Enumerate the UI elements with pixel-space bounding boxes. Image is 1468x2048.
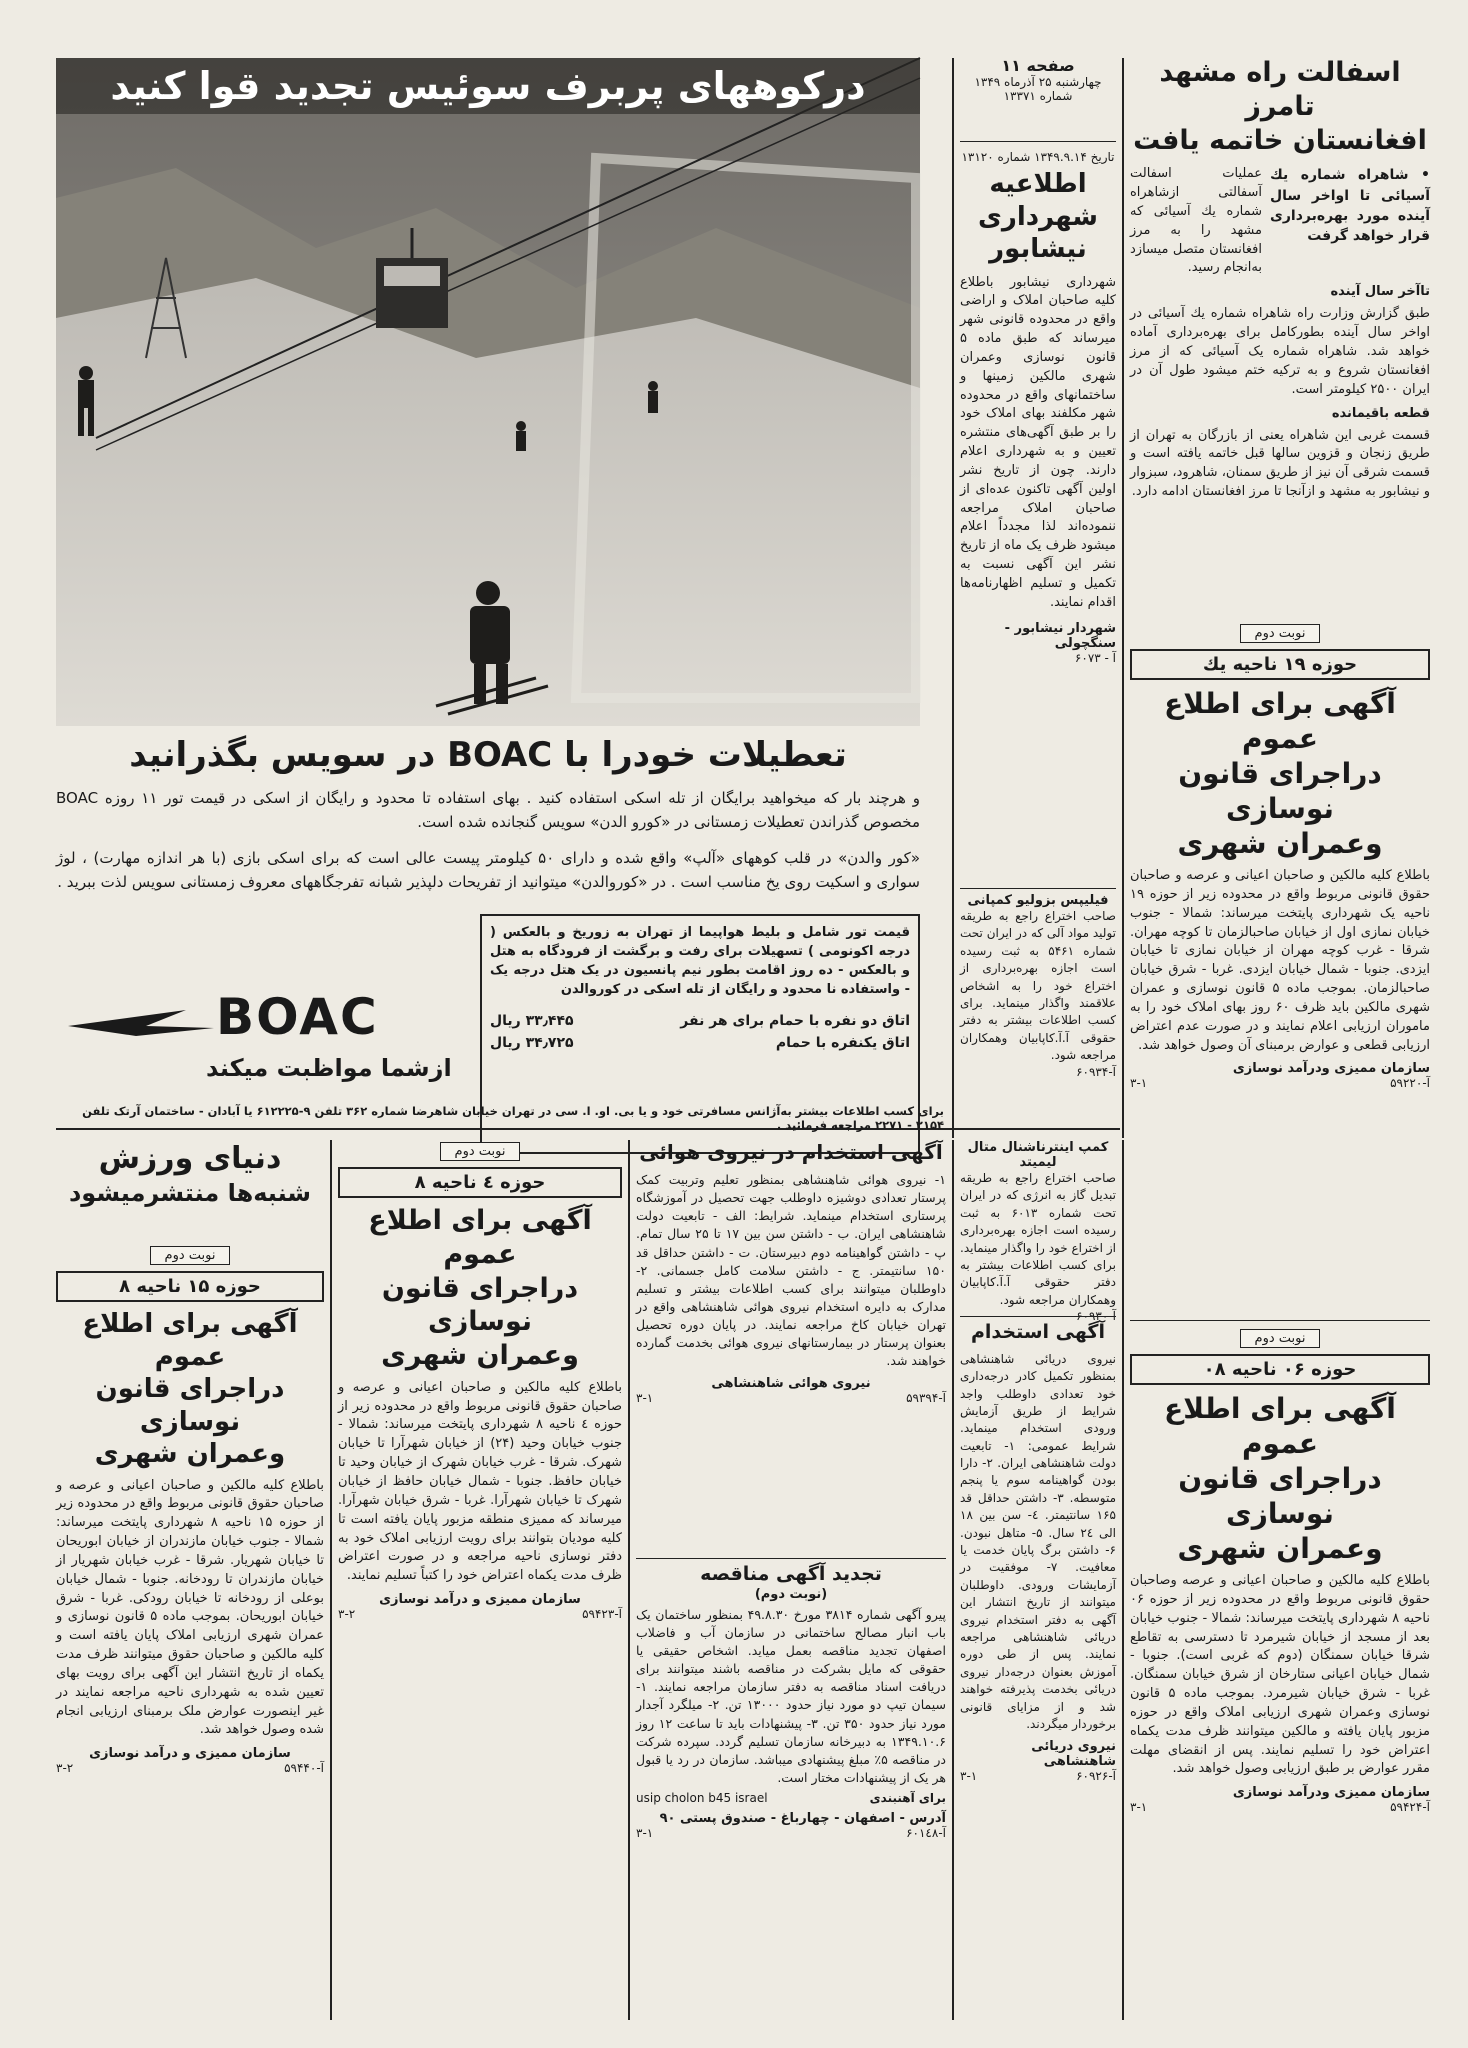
notice-signature: سازمان ممیزی ودرآمد نوسازی [1232,1061,1430,1077]
notice-signature: نیروی هوائی شاهنشاهی [711,1376,871,1392]
notice-code: آ-۶۰۹۲۶ [1076,1769,1116,1784]
notice-code: آ-۵۹۲۲۰ [1390,1076,1430,1091]
zone-label: حوزه ٤ ناحیه ۸ [338,1167,622,1198]
item-label: برای آهنبندی [869,1791,946,1805]
notice-code: آ-۵۹۴۲۴ [1390,1800,1430,1815]
notice-title: اطلاعیه [989,169,1087,199]
notice-body: باطلاع کلیه مالکین و صاحبان اعیانی و عرصه و صاحبان حقوق قانونی مربوط واقع در محدوده زیر از حوزه ۱۹ ناحیه یک شهرداری پایتخت میرساند: شمالا - جنوب خیابان نمازی اول از خیابان صاحبالزمان تا کوچه مهران. شرقا - غرب کوچه مهران از خیابان نمازی تا خیابان ایزدی. جنوبا - شمال خیابان ایزدی. غربا - شرق خیابان صاحبالزمان. بموجب ماده ۵ قانون نوسازی و عمران شهری مالکین باید ظرف ۶۰ روز بهای املاک خود را به ماموران ارزیابی اعلام نمایند و در صورت عدم اعتراض ارزیابی قطعی و عوارض برمبنای آن وصول خواهد شد. [1130,868,1431,1053]
article-paragraph: عملیات اسفالت آسفالتی ازشاهراه شماره یك آسیائی که مشهد را به مرز افغانستان متصل میسازد به‌انجام رسید. [1130,166,1262,276]
patent-code: آ-۶۰۹۳۰ [1076,1309,1116,1324]
notice-title: وعمران شهری [381,1340,579,1371]
page-code: ۳-۲ [338,1607,356,1622]
price-value: ۳۴٫۷۲۵ ریال [490,1035,574,1052]
column-rule [1122,58,1124,1138]
zone-label: حوزه ۰۶ ناحیه ۰۸ [1130,1354,1430,1385]
zone-label: حوزه ۱۵ ناحیه ۸ [56,1271,324,1302]
notice-signature: سازمان ممیزی ودرآمد نوسازی [1232,1785,1430,1801]
notice-title: وعمران شهری [1177,1532,1383,1565]
notice-title: آگهی استخدام در نیروی هوائی [639,1140,943,1164]
ad-body: «کور والدن» در قلب کوههای «آلپ» واقع شده و دارای ۵۰ کیلومتر پیست عالی است که برای اسکی بازی (با هر اندازه مهارت) ، لوژ سواری و اسکیت روی یخ مناسب است . در «کوروالدن» میتوانید از تفریحات دلپذیر شبانه تفرجگاههای معروف زمستانی سویس لذت ببرید . [56,849,920,891]
zone06-notice [1130,1320,1430,2020]
column-rule [628,1140,630,2020]
round-tag: نوبت دوم [440,1142,521,1161]
column-rule [952,1140,954,2020]
article-subhead: قطعه باقیمانده [1331,405,1430,421]
asphalt-article [1130,56,1430,616]
page-code: ۳-۱ [636,1391,654,1406]
patent-notice [960,1140,1116,1324]
nishabur-notice [960,150,1116,880]
notice-title: وعمران شهری [1177,827,1383,860]
page-number: صفحه ۱۱ [1001,56,1075,75]
ski-photo [56,58,920,726]
notice-code: آ-۵۹۳۹۴ [906,1391,946,1406]
notice-reference: تاریخ ۱۳۴۹.۹.۱۴ شماره ۱۳۱۲۰ [961,150,1115,164]
patent-body: صاحب اختراع راجع به طریقه تبدیل گاز به انرژی که در ایران تحت شماره ۶۰۱۳ به ثبت رسیده است اجازه بهره‌برداری از اختراع خود را واگذار مینماید. برای کسب اطلاعات بیشتر به دفتر حقوقی آ.آ.کاپابیان وهمکاران مراجعه شود. [960,1171,1116,1307]
article-lead: • شاهراه شماره یك آسیائی تا اواخر سال آینده مورد بهره‌برداری قرار خواهد گرفت [1270,167,1430,245]
notice-title: آگهی برای اطلاع عموم [368,1205,592,1270]
notice-code: آ - ۶۰۷۳ [1074,650,1116,665]
notice-title: آگهی برای اطلاع عموم [1164,1392,1396,1460]
boac-logo [56,988,456,1108]
notice-signature: شهردار نیشابور - سنگچولی [1004,620,1116,651]
page-date: چهارشنبه ۲۵ آذرماه ۱۳۴۹ [974,75,1102,89]
item-value: usip cholon b45 israel [636,1791,768,1805]
ad-subheadline: تعطیلات خودرا با BOAC در سویس بگذرانید [129,735,847,775]
notice-body: شهرداری نیشابور باطلاع کلیه صاحبان املاک و اراضی واقع در محدوده قانونی شهر میرساند که طبق ماده ۵ قانون نوسازی وعمران شهری مالکین زمینها و ساختمانهای واقع در محدوده شهر مکلفند بهای املاک خود را بر طبق آگهی‌های منتشره تعیین و به شهرداری اعلام دارند. چون از تاریخ نشر اولین آگهی تاکنون عده‌ای از صاحبان املاک مراجعه ننموده‌اند لذا مجدداً اعلام میشود ظرف یک ماه از تاریخ نشر این آگهی نسبت به تکمیل و تسلیم اظهارنامه‌ها اقدام نمایند. [960,274,1116,610]
tender-notice [636,1558,946,2020]
notice-body: باطلاع کلیه مالکین و صاحبان اعیانی و عرصه و صاحبان حقوق قانونی مربوط واقع در محدوده زیر از حوزه ٤ ناحیه ۸ شهرداری پایتخت میرساند: شمالا - جنوب خیابان وحید (۲۴) از خیابان شهرآرا تا خیابان شهرک. شرقا - غرب خیابان شهرک از خیابان وحید تا خیابان حافظ. جنوبا - شمال خیابان حافظ از خیابان شهرک تا خیابان شهرآرا. غربا - شرق خیابان شهرآرا. میرساند که ممیزی منطقه مزبور پایان یافته است تا کلیه مودیان بتوانند برای رویت ارزیابی املاک خود به دفتر نوسازی ناحیه مراجعه و در صورت اعتراض ظرف مدت یکماه اعتراض خود را کتباً تسلیم نمایند. [338,1379,622,1584]
round-tag: نوبت دوم [150,1246,231,1265]
column-rule [1122,1140,1124,2020]
page-code: ۳-۱ [1130,1800,1148,1815]
notice-title: آگهی استخدام [970,1321,1105,1343]
notice-signature: سازمان ممیزی و درآمد نوسازی [89,1746,291,1762]
notice-title: دراجرای قانون نوسازی [381,1272,579,1338]
patent-code: آ-۶۰۹۳۴ [1076,1064,1116,1079]
column-rule [330,1140,332,2020]
ad-slogan: ازشما مواظبت میکند [206,1054,452,1082]
notice-title: شهرداری [978,201,1098,232]
price-label: اتاق یکنفره با حمام [775,1035,910,1052]
notice-title: نیشابور [989,234,1087,264]
navy-notice [960,1316,1116,2020]
ad-footer: برای کسب اطلاعات بیشتر به‌آژانس مسافرتی خود و یا بی. او. ا. سی در تهران خیابان شاهرضا شماره ۳۶۲ تلفن ۹-۶۱۲۲۲۵ یا آبادان - ساختمان آرتک تلفن ۲۱۵۴ - ۲۲۷۱ مراجعه فرمائید . [82,1104,944,1132]
zone4-notice [338,1140,622,2020]
page-code: ۳-۱ [636,1826,654,1840]
notice-title: آگهی برای اطلاع عموم [1164,687,1396,755]
zone-label: حوزه ۱۹ ناحیه یك [1130,649,1430,680]
notice-signature: سازمان ممیزی و درآمد نوسازی [379,1592,581,1608]
notice-title: آگهی برای اطلاع عموم [82,1309,298,1372]
logo-text: BOAC [216,988,379,1046]
price-description: قیمت تور شامل و بلیط هواپیما از تهران به زوریخ و بالعکس ( درجه اکونومی ) تسهیلات برای رفت و برگشت از فرودگاه به هتل و بالعکس - ده روز اقامت بطور نیم پانسیون در یک هتل درجه یک - واستفاده نا محدود و رایگان از تله اسکی در کوروالدن [490,925,910,997]
article-title: اسفالت راه مشهد تامرز [1159,57,1401,122]
patent-notice [960,888,1116,1088]
notice-address: آدرس - اصفهان - چهارباغ - صندوق پستی ۹۰ [659,1811,946,1826]
boac-ad [56,58,944,1132]
notice-signature: نیروی دریائی شاهنشاهی [1031,1739,1116,1770]
round-tag: نوبت دوم [1240,624,1321,643]
ad-body: و هرچند بار که میخواهید برایگان از تله اسکی استفاده کنید . بهای استفاده تا محدود و رایگان از اسکی در قیمت تور ۱۱ روزه BOAC مخصوص گذراندن تعطیلات زمستانی در «کورو الدن» سویس گنجانده شده است. [56,789,920,831]
sports-column [56,1140,324,1240]
article-paragraph: قسمت غربی این شاهراه یعنی از بازرگان به تهران از طریق زنجان و قزوین سالها قبل خاتمه یافته است و قسمت شرقی آن نیز از طریق سمنان، شاهرود، سبزوار و نیشابور به مشهد و ازآنجا تا مرز افغانستان ادامه دارد. [1130,427,1430,500]
airforce-notice [636,1140,946,1550]
sports-subtitle: شنبه‌ها منتشرمیشود [68,1178,311,1207]
issue-number: شماره ۱۳۳۷۱ [1003,89,1073,103]
notice-round: (نوبت دوم) [754,1586,828,1602]
patent-title: کمپ اینترناشنال متال لیمیتد [967,1140,1109,1170]
notice-title: دراجرای قانون نوسازی [1178,1462,1382,1530]
zone19-notice [1130,622,1430,1312]
page-code: ۳-۱ [1130,1076,1148,1091]
notice-body: ۱- نیروی هوائی شاهنشاهی بمنظور تعلیم وتربیت کمک پرستار تعدادی دوشیزه داوطلب جهت تحصیل در آموزشگاه پرستاری استخدام مینماید. شرایط: الف - تابعیت دولت شاهنشاهی ایران. ب - داشتن سن بین ۱۷ تا ۲۵ سال تمام. پ - داشتن گواهینامه دوم دبیرستان. ت - داشتن حداقل قد ۱۵۰ سانتیمتر. ج - داشتن سلامت کامل جسمانی. ۲- داوطلبان میتوانند برای کسب اطلاعات بیشتر و تسلیم مدارک به دایره استخدام نیروی هوائی شاهنشاهی واقع در تهران خیابان کاخ مراجعه نمایند. در پایان دوره تحصیل بعنوان پرستار در بیمارستانهای نیروی هوائی بخدمت گمارده خواهند شد. [636,1172,946,1369]
notice-body: باطلاع کلیه مالکین و صاحبان اعیانی و عرصه و صاحبان حقوق قانونی مربوط واقع در محدوده زیر از حوزه ۱۵ ناحیه ۸ شهرداری پایتخت میرساند: شمالا - جنوب خیابان مازندران از خیابان ابوریحان تا خیابان شهریار. شرقا - غرب خیابان شهریار از خیابان مازندران تا رودخانه. جنوبا - شمال خیابان بوعلی از رودخانه تا خیابان رودکی. غربا - شرق خیابان ابوریحان. بموجب ماده ۵ قانون نوسازی و عمران شهری ارزیابی املاک پایان یافته است و کلیه مالکین و صاحبان حقوق میتوانند ظرف مدت یکماه از تاریخ انتشار این آگهی برای رویت بهای تعیین شده به شهرداری ناحیه مراجعه نمایند در غیر اینصورت عوارض ملک برمبنای ارزیابی انجام شده وصول خواهد شد. [56,1477,325,1738]
price-label: اتاق دو نفره با حمام برای هر نفر [680,1013,910,1030]
notice-title: دراجرای قانون نوسازی [95,1374,285,1437]
price-value: ۳۳٫۴۴۵ ریال [490,1013,574,1030]
ski-scene-image [56,58,920,726]
patent-title: فیلیپس بزولیو کمپانی [967,893,1109,908]
ad-headline: درکوههای پربرف سوئیس تجدید قوا کنید [56,58,920,114]
column-rule [952,58,954,1138]
zone15-notice [56,1244,324,2020]
notice-body: باطلاع کلیه مالکین و صاحبان اعیانی و عرصه وصاحبان حقوق قانونی مربوط واقع در محدوده زیر از حوزه ۰۶ ناحیه ۸ شهرداری پایتخت میرساند: شمالا - جنوب خیابان بعد از مسجد از خیابان شیرمرد تا دسترسی به تقاطع شرقا خیابان سمنگان (دوم که غربی است). جنوبا - شمال خیابان اعیانی ستارخان از شرق خیابان سمنگان. غربا - شرق خیابان شیرمرد. بموجب ماده ۵ قانون نوسازی وعمران شهری ارزیابی املاک واقع در حوزه مزبور پایان یافته و مالکین میتوانند ظرف مدت یکماه اعتراض خود را تسلیم نمایند. پس از انقضای مهلت مقرر عوارض بر طبق ارزیابی وصول خواهد شد. [1130,1573,1430,1777]
notice-body: پیرو آگهی شماره ۳۸۱۴ مورخ ۴۹.۸.۳۰ بمنظور ساختمان یک باب انبار مصالح ساختمانی در سازمان آب و فاضلاب اصفهان تجدید مناقصه بعمل میاید. اشخاص حقیقی یا حقوقی که مایل بشرکت در مناقصه باشند میتوانند برای دریافت اسناد مناقصه به دفتر سازمان مراجعه نمایند. ۱- سیمان تیپ دو مورد نیاز حدود ۱۳۰۰۰ تن. ۲- میلگرد آجدار مورد نیاز حدود ۳۵۰ تن. ۳- پیشنهادات باید تا ساعت ۱۲ روز ۱۳۴۹.۱۰.۶ به دبیرخانه سازمان تسلیم گردد. سپرده شرکت در مناقصه ۵٪ مبلغ پیشنهادی میباشد. سازمان در رد یا قبول هر یک از پیشنهادات مختار است. [636,1606,947,1785]
sports-title: دنیای ورزش [98,1141,282,1176]
page-code: ۳-۱ [960,1769,978,1784]
page-header [960,56,1116,142]
article-paragraph: طبق گزارش وزارت راه شاهراه شماره یك آسیائی در اواخر سال آینده بطورکامل برای بهره‌برداری آماده خواهد شد. شاهراه شماره یک آسیائی که از مرز افغانستان شروع و به ترکیه ختم میشود طول آن در ایران ۲۵۰۰ کیلومتر است. [1130,306,1430,397]
notice-code: آ-۵۹۴۲۳ [582,1607,622,1622]
round-tag: نوبت دوم [1240,1329,1321,1348]
article-title: افغانستان خاتمه یافت [1133,124,1427,156]
patent-body: صاحب اختراع راجع به طریقه تولید مواد آلی که در ایران تحت شماره ۵۴۶۱ به ثبت رسیده است اجازه بهره‌برداری از اختراع خود را به اشخاص علاقمند واگذار مینماید. برای کسب اطلاعات بیشتر به دفتر حقوقی آ.آ.کاپابیان وهمکاران مراجعه شود. [960,909,1116,1063]
notice-code: آ-۵۹۴۴۰ [284,1761,324,1776]
notice-body: نیروی دریائی شاهنشاهی بمنظور تکمیل کادر درجه‌داری خود تعدادی داوطلب واجد شرایط از طریق آزمایش ورودی استخدام مینماید. شرایط عمومی: ۱- تابعیت دولت شاهنشاهی ایران. ۲- دارا بودن گواهینامه سوم یا پنجم متوسطه. ۳- داشتن حداقل قد ۱۶۵ سانتیمتر. ٤- سن بین ۱۸ الی ۲٤ سال. ۵- متاهل نبودن. ۶- داشتن برگ پایان خدمت یا معافیت. ۷- موفقیت در آزمایشات ورودی. داوطلبان میتوانند از تاریخ انتشار این آگهی به دفتر استخدام نیروی دریائی شاهنشاهی مراجعه نمایند. پس از طی دوره آموزش بعنوان درجه‌دار نیروی دریائی بخدمت پذیرفته خواهند شد و از مزایای قانونی برخوردار میگردند. [960,1351,1117,1731]
article-subhead: تاآخر سال آینده [1330,284,1430,300]
notice-code: آ-۶۰۱٤۸ [906,1826,946,1840]
notice-title: وعمران شهری [94,1439,286,1469]
page-code: ۳-۲ [56,1761,74,1776]
notice-title: دراجرای قانون نوسازی [1178,757,1382,825]
speedbird-icon [66,1006,216,1046]
notice-title: تجدید آگهی مناقصه [700,1563,882,1585]
